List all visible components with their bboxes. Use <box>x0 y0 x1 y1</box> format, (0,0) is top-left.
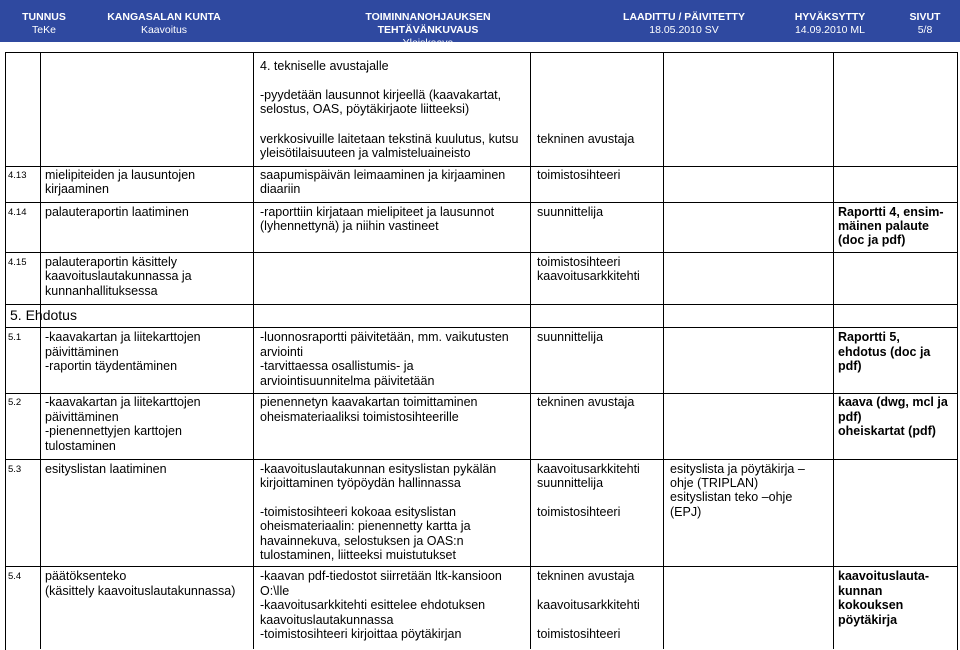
header-doc <box>320 11 536 50</box>
row-divider <box>5 327 957 328</box>
task-text: palauteraportin laatiminen <box>45 205 189 219</box>
task-text: kaavoituslautakunnassa ja <box>45 269 192 283</box>
header-pages-title: SIVUT <box>909 11 941 23</box>
grid-line <box>833 52 834 649</box>
responsible-text: toimistosihteeri <box>537 627 621 641</box>
header-approved-title: HYVÄKSYTTY <box>794 11 866 23</box>
grid-line <box>530 52 531 649</box>
grid-line <box>663 52 664 649</box>
header-org-title: TUNNUS <box>22 11 66 23</box>
header-pages-value: 5/8 <box>917 24 933 36</box>
header-client-title: KANGASALAN KUNTA <box>107 11 221 23</box>
responsible-text: suunnittelija <box>537 330 604 344</box>
responsible-text: toimistosihteeri <box>537 505 621 519</box>
row-divider <box>5 566 957 567</box>
header-org-value: TeKe <box>32 24 56 36</box>
description-text: diaariin <box>260 182 301 196</box>
task-text: päivittäminen <box>45 345 119 359</box>
header-client <box>100 11 228 37</box>
description-text: -kaavan pdf-tiedostot siirretään ltk-kansioon <box>260 569 502 583</box>
grid-line <box>253 52 254 649</box>
header-client-value: Kaavoitus <box>140 24 188 36</box>
section-title: 5. Ehdotus <box>10 307 77 323</box>
description-text: -raporttiin kirjataan mielipiteet ja lausunnot <box>260 205 495 219</box>
header-approved-value: 14.09.2010 ML <box>794 24 866 36</box>
description-text: -luonnosraportti päivitetään, mm. vaikutusten <box>260 330 509 344</box>
output-text: pöytäkirja <box>838 613 898 627</box>
task-text: -raportin täydentäminen <box>45 359 178 373</box>
row-divider <box>5 202 957 203</box>
description-text: havainnekuva, selostuksen ja OAS:n <box>260 534 464 548</box>
output-text: mäinen palaute <box>838 219 929 233</box>
description-text: tulostaminen, liitteeksi muistutukset <box>260 548 456 562</box>
guide-text: (EPJ) <box>670 505 702 519</box>
output-text: pdf) <box>838 359 862 373</box>
responsible-text: tekninen avustaja <box>537 569 635 583</box>
description-text: arviointisuunnitelma päivitetään <box>260 374 435 388</box>
row-number: 5.1 <box>8 332 22 343</box>
description-text: oheismateriaaliksi toimistosihteerille <box>260 410 459 424</box>
responsible-text: tekninen avustaja <box>537 395 635 409</box>
output-text: kaavoituslauta- <box>838 569 930 583</box>
output-text: ehdotus (doc ja <box>838 345 931 359</box>
output-text: Raportti 4, ensim- <box>838 205 944 219</box>
description-text: pienennetyn kaavakartan toimittaminen <box>260 395 478 409</box>
header-made-title: LAADITTU / PÄIVITETTY <box>623 11 745 23</box>
header-approved <box>780 11 880 37</box>
row-number: 4.14 <box>8 207 27 218</box>
task-text: mielipiteiden ja lausuntojen <box>45 168 196 182</box>
grid-line <box>40 52 41 649</box>
task-text: kirjaaminen <box>45 182 109 196</box>
description-text: -kaavoituslautakunnan esityslistan pykälän <box>260 462 497 476</box>
top-line-3: selostus, OAS, pöytäkirjaote liitteeksi) <box>260 102 470 116</box>
description-text: -tarvittaessa osallistumis- ja <box>260 359 414 373</box>
output-text: kaava (dwg, mcl ja <box>838 395 948 409</box>
top-line-2: -pyydetään lausunnot kirjeellä (kaavakartat, <box>260 88 502 102</box>
task-text: (käsittely kaavoituslautakunnassa) <box>45 584 236 598</box>
row-number: 5.2 <box>8 397 22 408</box>
output-text: oheiskartat (pdf) <box>838 424 936 438</box>
task-text: -pienennettyjen karttojen <box>45 424 182 438</box>
description-text: -kaavoitusarkkitehti esittelee ehdotuksen <box>260 598 486 612</box>
row-divider <box>5 252 957 253</box>
responsible-text: kaavoitusarkkitehti <box>537 269 640 283</box>
row-number: 5.4 <box>8 571 22 582</box>
output-text: kunnan <box>838 584 883 598</box>
header-doc-title: TOIMINNANOHJAUKSEN TEHTÄVÄNKUVAUS <box>365 11 491 36</box>
description-text: arviointi <box>260 345 304 359</box>
row-divider <box>5 393 957 394</box>
top-responsible: tekninen avustaja <box>537 132 635 146</box>
responsible-text: toimistosihteeri <box>537 255 621 269</box>
header-pages <box>900 11 950 37</box>
top-line-1: 4. tekniselle avustajalle <box>260 59 389 73</box>
task-text: palauteraportin käsittely <box>45 255 178 269</box>
description-text: O:\lle <box>260 584 290 598</box>
description-text: oheismateriaalin: pienennetty kartta ja <box>260 519 471 533</box>
description-text: (lyhennettynä) ja niihin vastineet <box>260 219 439 233</box>
guide-text: esityslistan teko –ohje <box>670 490 793 504</box>
row-divider <box>5 166 957 167</box>
task-text: -kaavakartan ja liitekarttojen <box>45 395 201 409</box>
row-number: 4.15 <box>8 257 27 268</box>
task-text: -kaavakartan ja liitekarttojen <box>45 330 201 344</box>
guide-text: ohje (TRIPLAN) <box>670 476 759 490</box>
responsible-text: suunnittelija <box>537 205 604 219</box>
top-line-4: verkkosivuille laitetaan tekstinä kuulutus, kutsu <box>260 132 519 146</box>
row-divider <box>5 459 957 460</box>
description-text: -toimistosihteeri kokoaa esityslistan <box>260 505 456 519</box>
description-text: saapumispäivän leimaaminen ja kirjaaminen <box>260 168 506 182</box>
document-header <box>0 0 960 49</box>
task-text: tulostaminen <box>45 439 116 453</box>
task-text: päätöksenteko <box>45 569 127 583</box>
responsible-text: kaavoitusarkkitehti <box>537 598 640 612</box>
header-made-value: 18.05.2010 SV <box>649 24 719 36</box>
responsible-text: suunnittelija <box>537 476 604 490</box>
description-text: kirjoittaminen työpöydän hallinnassa <box>260 476 461 490</box>
description-text: -toimistosihteeri kirjoittaa pöytäkirjan <box>260 627 462 641</box>
top-line-5: yleisötilaisuuteen ja valmisteluaineisto <box>260 146 471 160</box>
header-doc-value: Yleiskaava <box>402 37 454 49</box>
output-text: Raportti 5, <box>838 330 900 344</box>
header-made <box>620 11 748 37</box>
output-text: pdf) <box>838 410 862 424</box>
row-number: 5.3 <box>8 464 22 475</box>
header-org <box>14 11 74 37</box>
guide-text: esityslista ja pöytäkirja – <box>670 462 805 476</box>
output-text: (doc ja pdf) <box>838 233 906 247</box>
row-number: 4.13 <box>8 170 27 181</box>
responsible-text: toimistosihteeri <box>537 168 621 182</box>
task-text: kunnanhallituksessa <box>45 284 158 298</box>
responsible-text: kaavoitusarkkitehti <box>537 462 640 476</box>
task-text: esityslistan laatiminen <box>45 462 167 476</box>
row-divider <box>5 304 957 305</box>
task-text: päivittäminen <box>45 410 119 424</box>
output-text: kokouksen <box>838 598 904 612</box>
description-text: kaavoituslautakunnassa <box>260 613 394 627</box>
